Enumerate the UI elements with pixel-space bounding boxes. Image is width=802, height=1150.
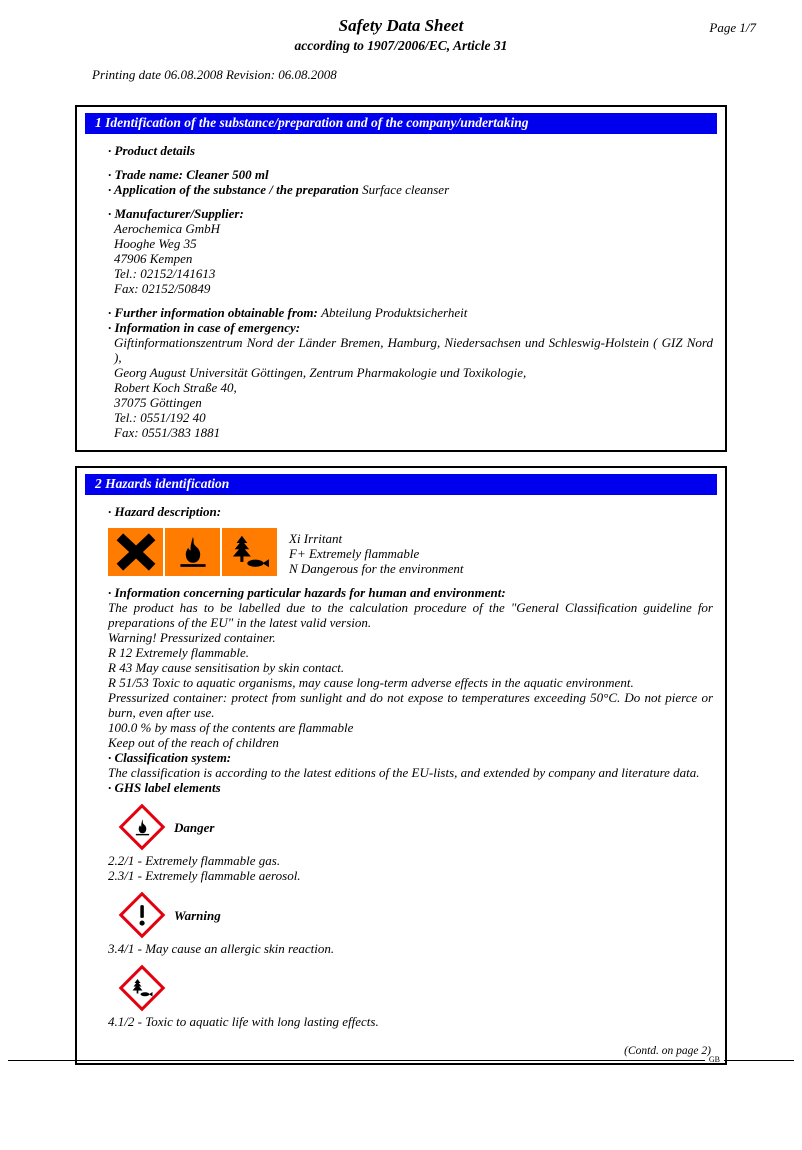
ghs-label-elements: · GHS label elements [108, 780, 221, 795]
ghs-flame-row [108, 801, 713, 853]
continued-note: (Contd. on page 2) [624, 1045, 711, 1057]
emergency-line: Fax: 0551/383 1881 [114, 425, 221, 440]
ghs-statement: 2.2/1 - Extremely flammable gas. [108, 853, 281, 868]
trade-name-group [108, 167, 713, 197]
further-info-value: Abteilung Produktsicherheit [321, 305, 468, 320]
application-value: Surface cleanser [362, 182, 450, 197]
doc-subtitle: according to 1907/2006/EC, Article 31 [294, 38, 508, 53]
flame-icon [165, 528, 220, 576]
section-1-header: 1 Identification of the substance/preparation and of the company/undertaking [85, 113, 717, 134]
ghs-statement: 4.1/2 - Toxic to aquatic life with long lasting effects. [108, 1014, 379, 1029]
section-2-content [77, 495, 725, 1039]
ghs-environment-pictogram [116, 962, 168, 1014]
ghs-flame-symbol-icon [116, 801, 168, 853]
emergency-line: Robert Koch Straße 40, [114, 380, 237, 395]
emergency-line: Georg August Universität Göttingen, Zentrum Pharmakologie und Toxikologie, [114, 365, 527, 380]
emergency-line: Tel.: 0551/192 40 [114, 410, 206, 425]
ghs-environment-symbol-icon [116, 962, 168, 1014]
further-info-label: · Further information obtainable from: [108, 305, 322, 320]
ghs-exclamation-row [108, 889, 713, 941]
ghs-exclamation-pictogram [116, 889, 168, 941]
hazard-labels [289, 528, 464, 576]
ghs-statement: 3.4/1 - May cause an allergic skin reaction. [108, 941, 335, 956]
ghs-flame-pictogram [116, 801, 168, 853]
hazard-label-n: N Dangerous for the environment [289, 561, 464, 576]
section-2-header: 2 Hazards identification [85, 474, 717, 495]
ghs-exclamation-symbol-icon [116, 889, 168, 941]
country-code: GB [708, 1055, 720, 1064]
emergency-label: · Information in case of emergency: [108, 320, 301, 335]
hazard-label-fplus: F+ Extremely flammable [289, 546, 420, 561]
emergency-line: Giftinformationszentrum Nord der Länder Bremen, Hamburg, Niedersachsen und Schleswig-Holstein ( GIZ Nord ), [114, 335, 713, 365]
further-info-line [108, 305, 713, 320]
page-number: Page 1/7 [709, 20, 756, 35]
particular-hazards-group [108, 585, 713, 795]
trade-name-line: · Trade name: Cleaner 500 ml [108, 167, 269, 182]
particular-hazards-line: R 43 May cause sensitisation by skin contact. [108, 660, 345, 675]
particular-hazards-line: Warning! Pressurized container. [108, 630, 276, 645]
particular-hazards-line: R 51/53 Toxic to aquatic organisms, may cause long-term adverse effects in the aquatic environment. [108, 675, 634, 690]
hazard-label-xi: Xi Irritant [289, 531, 343, 546]
manufacturer-line: Hooghe Weg 35 [114, 236, 197, 251]
ghs-signal-word: Warning [174, 907, 221, 923]
section-1-box [75, 105, 727, 452]
manufacturer-line: Fax: 02152/50849 [114, 281, 211, 296]
emergency-group [108, 305, 713, 440]
hazard-symbols-row [108, 528, 713, 576]
particular-hazards-line: R 12 Extremely flammable. [108, 645, 250, 660]
manufacturer-line: 47906 Kempen [114, 251, 193, 266]
emergency-line: 37075 Göttingen [114, 395, 202, 410]
section-2-box [75, 466, 727, 1065]
classification-text: The classification is according to the latest editions of the EU-lists, and extended by company and literature data. [108, 765, 700, 780]
doc-title: Safety Data Sheet [338, 16, 464, 35]
environment-icon [222, 528, 277, 576]
ghs-environment-row [108, 962, 713, 1014]
footer-line-short [724, 1060, 794, 1061]
application-label: · Application of the substance / the preparation [108, 182, 363, 197]
particular-hazards-line: The product has to be labelled due to the calculation procedure of the "General Classification guideline for preparations of the EU" in the latest valid version. [108, 600, 713, 630]
manufacturer-group [108, 206, 713, 296]
manufacturer-label: · Manufacturer/Supplier: [108, 206, 244, 221]
particular-hazards-line: Keep out of the reach of children [108, 735, 279, 750]
manufacturer-line: Aerochemica GmbH [114, 221, 221, 236]
hazard-squares [108, 528, 277, 576]
section-1-content [77, 134, 725, 450]
xi-cross-icon [108, 528, 163, 576]
footer-rule [8, 1056, 794, 1064]
ghs-statement: 2.3/1 - Extremely flammable aerosol. [108, 868, 301, 883]
particular-hazards-label: · Information concerning particular hazards for human and environment: [108, 585, 506, 600]
footer-line [8, 1060, 705, 1061]
manufacturer-line: Tel.: 02152/141613 [114, 266, 216, 281]
particular-hazards-line: 100.0 % by mass of the contents are flammable [108, 720, 354, 735]
product-details-line: · Product details [108, 143, 196, 158]
printing-date-line: Printing date 06.08.2008 Revision: 06.08.2008 [92, 67, 337, 82]
classification-label: · Classification system: [108, 750, 232, 765]
particular-hazards-line: Pressurized container: protect from sunlight and do not expose to temperatures exceeding 50°C. Do not pierce or burn, even after use. [108, 690, 713, 720]
application-line [108, 182, 713, 197]
ghs-signal-word: Danger [174, 819, 215, 835]
hazard-description-label: · Hazard description: [108, 504, 222, 519]
